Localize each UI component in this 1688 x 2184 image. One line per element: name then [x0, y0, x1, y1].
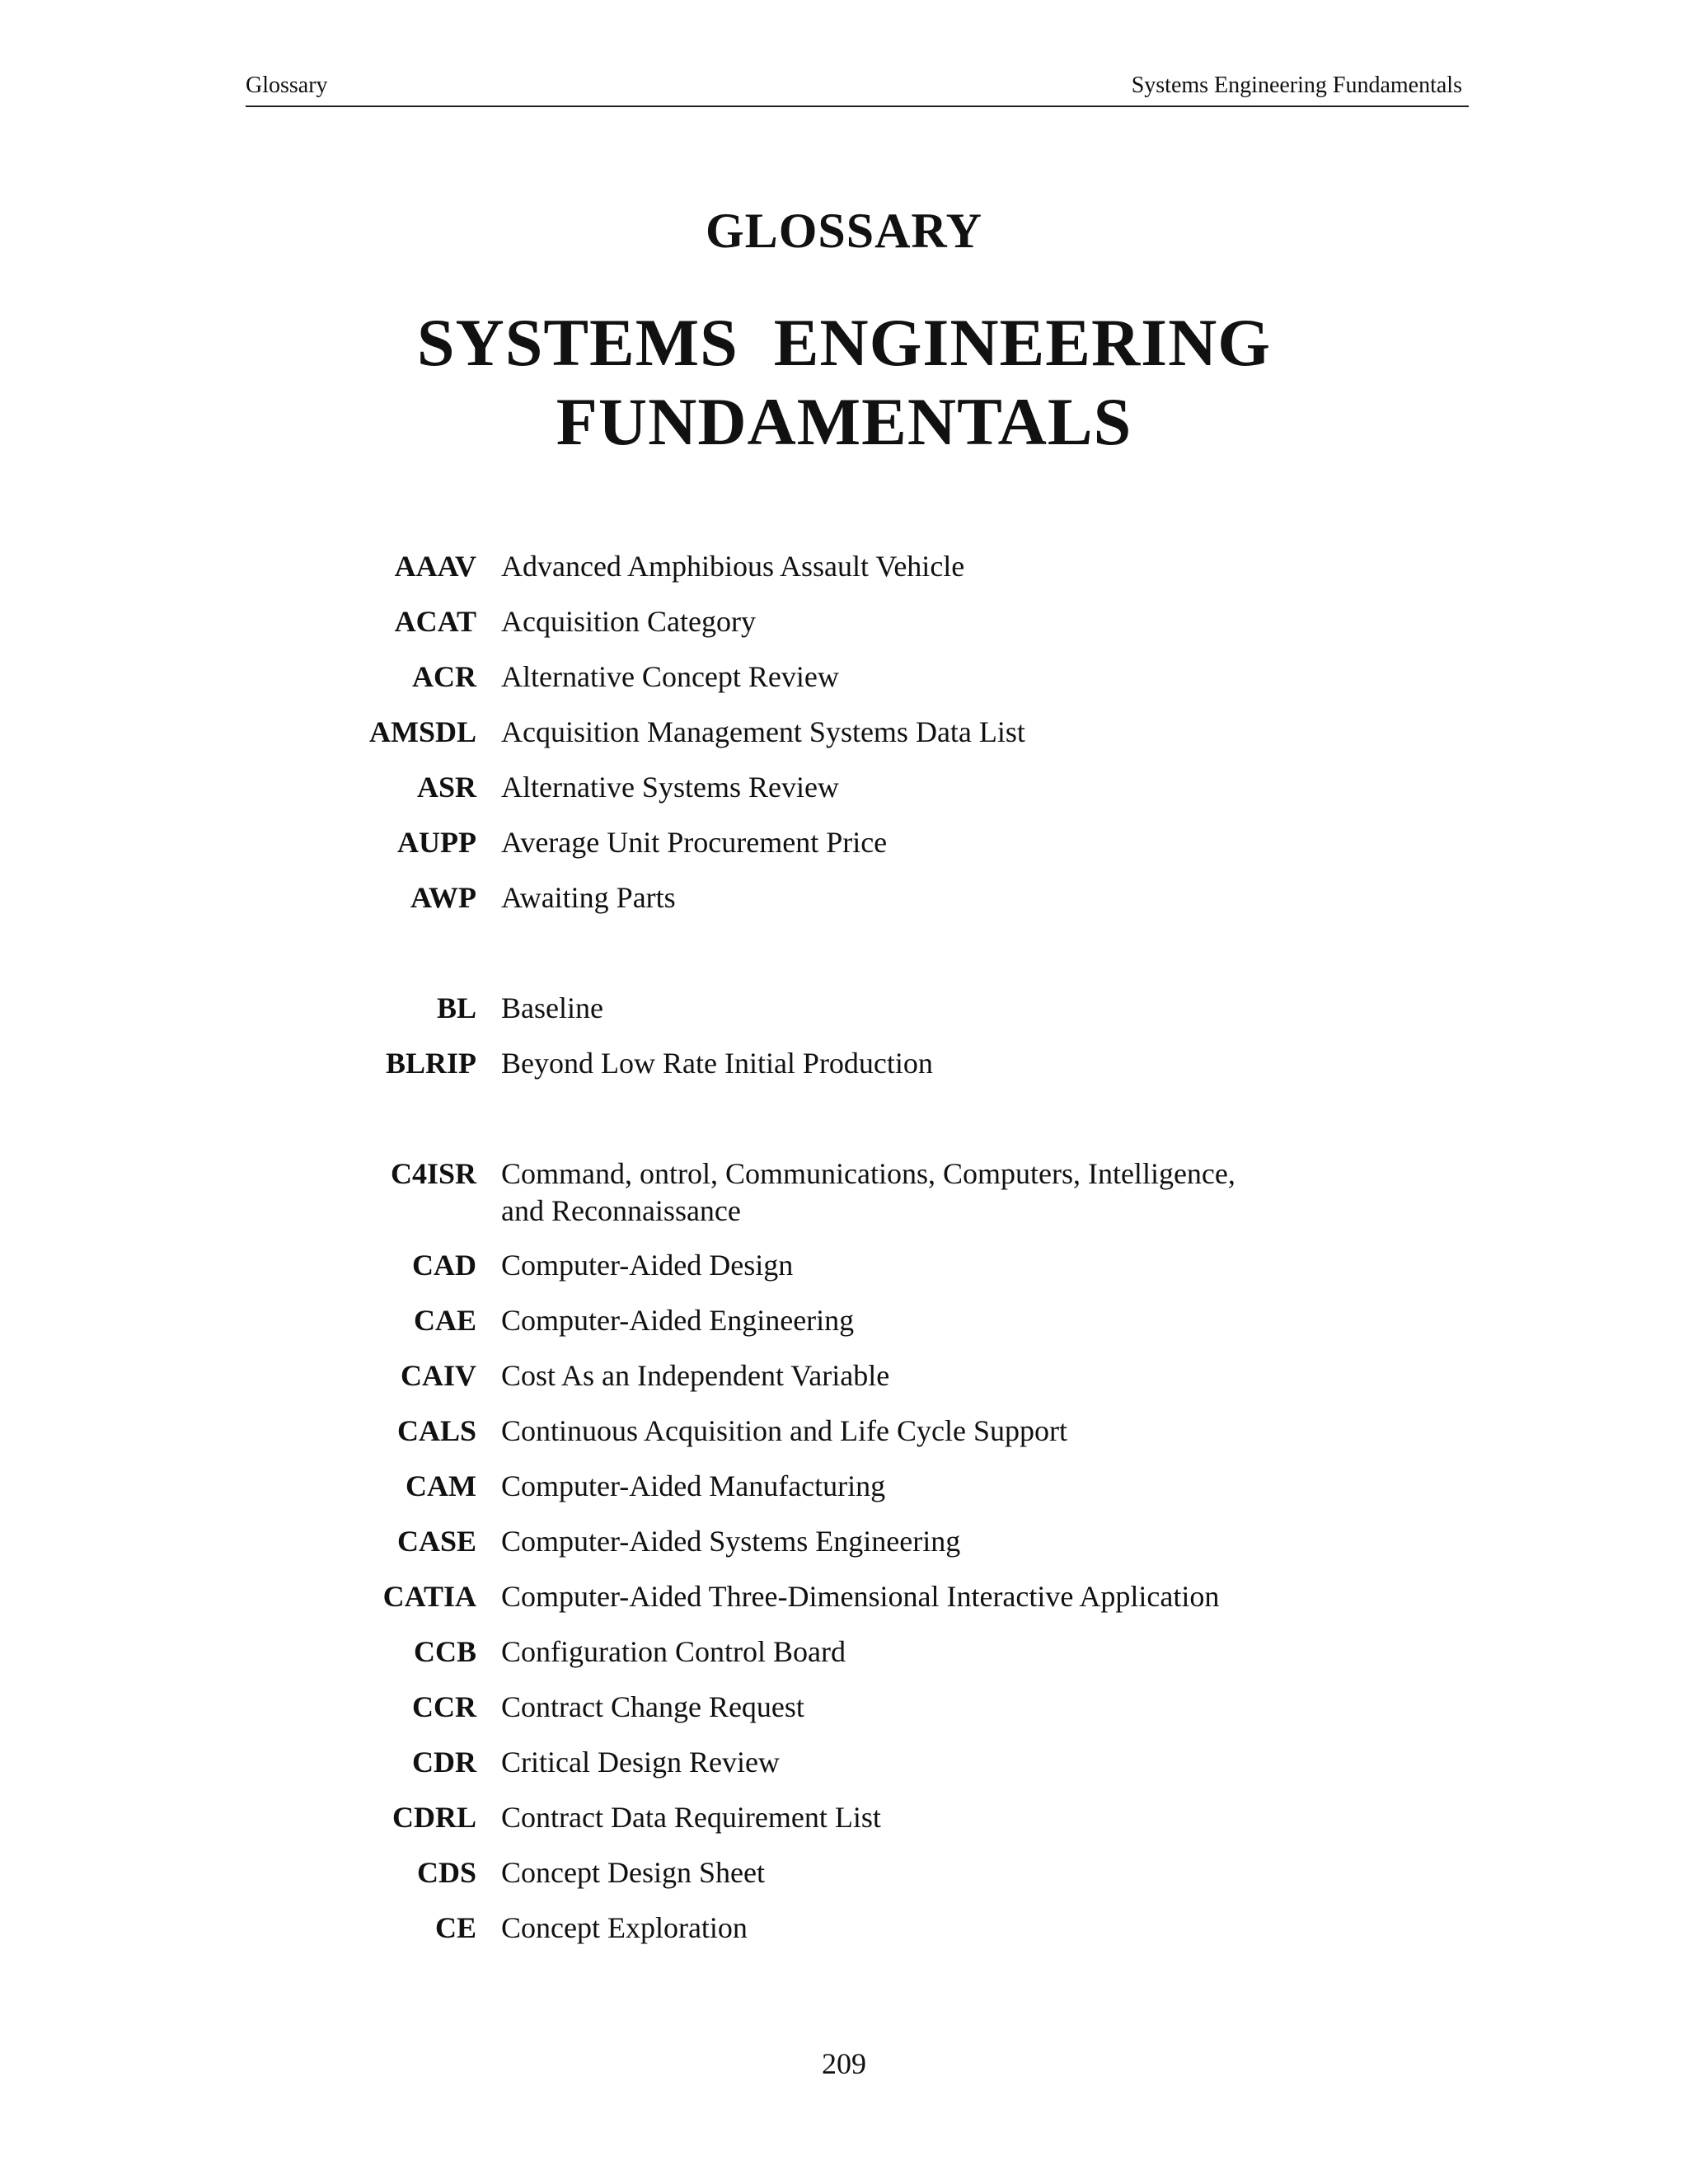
entry-definition: Computer-Aided Manufacturing: [501, 1469, 886, 1502]
book-title-line-2: FUNDAMENTALS: [556, 384, 1132, 459]
glossary-heading: GLOSSARY: [706, 204, 982, 258]
running-header: [246, 69, 1469, 107]
entry-definition: Continuous Acquisition and Life Cycle Support: [501, 1414, 1067, 1447]
entry-abbreviation: CASE: [396, 1525, 476, 1558]
entry-abbreviation: CDR: [412, 1746, 476, 1779]
entry-definition: Computer-Aided Three-Dimensional Interactive Application: [501, 1580, 1220, 1613]
book-title: [0, 303, 1688, 462]
entry-abbreviation: AAAV: [394, 550, 476, 583]
entry-abbreviation: ASR: [416, 771, 476, 804]
entry-definition: Beyond Low Rate Initial Production: [501, 1047, 933, 1080]
entry-definition: Baseline: [501, 991, 603, 1024]
entry-abbreviation: ACAT: [394, 605, 476, 638]
header-book-title: Systems Engineering Fundamentals: [1131, 73, 1462, 98]
entry-abbreviation: AUPP: [397, 826, 476, 859]
entry-abbreviation: AWP: [410, 881, 476, 914]
entry-abbreviation: CAM: [406, 1469, 476, 1502]
entry-abbreviation: ACR: [412, 660, 476, 693]
entry-abbreviation: CE: [434, 1911, 476, 1944]
entry-definition: Concept Exploration: [501, 1911, 748, 1944]
entry-definition: Concept Design Sheet: [501, 1856, 765, 1889]
entry-abbreviation: BLRIP: [385, 1047, 476, 1080]
entry-definition: Advanced Amphibious Assault Vehicle: [501, 550, 965, 583]
entry-abbreviation: CAIV: [400, 1359, 476, 1392]
entry-abbreviation: CAE: [413, 1304, 476, 1337]
entry-abbreviation: CALS: [396, 1414, 476, 1447]
entry-definition: Awaiting Parts: [501, 881, 676, 914]
entry-definition: Command, ontrol, Communications, Computers, Intelligence, and Reconnaissance: [501, 1157, 1236, 1227]
entry-definition: Acquisition Category: [501, 605, 756, 638]
entry-definition: Computer-Aided Design: [501, 1249, 794, 1282]
entry-definition: Alternative Concept Review: [501, 660, 839, 693]
book-title-line-1: SYSTEMS ENGINEERING: [416, 305, 1272, 380]
entry-definition: Average Unit Procurement Price: [501, 826, 888, 859]
entry-abbreviation: AMSDL: [368, 715, 476, 748]
entry-definition: Configuration Control Board: [501, 1635, 846, 1668]
entry-abbreviation: CCR: [412, 1690, 476, 1723]
entry-definition: Computer-Aided Systems Engineering: [501, 1525, 961, 1558]
header-section-label: Glossary: [246, 73, 328, 98]
entry-abbreviation: CAD: [412, 1249, 476, 1282]
entry-abbreviation: BL: [436, 991, 476, 1024]
entry-definition: Cost As an Independent Variable: [501, 1359, 890, 1392]
entry-definition: Alternative Systems Review: [501, 771, 839, 804]
entry-abbreviation: CDRL: [392, 1801, 476, 1834]
entry-abbreviation: CATIA: [382, 1580, 476, 1613]
entry-definition: Critical Design Review: [501, 1746, 780, 1779]
entry-definition: Computer-Aided Engineering: [501, 1304, 855, 1337]
entry-abbreviation: C4ISR: [390, 1157, 476, 1190]
entry-definition: Contract Data Requirement List: [501, 1801, 881, 1834]
entry-definition: Contract Change Request: [501, 1690, 804, 1723]
page-number: 209: [822, 2047, 866, 2080]
entry-abbreviation: CCB: [413, 1635, 476, 1668]
entry-abbreviation: CDS: [416, 1856, 476, 1889]
entry-definition: Acquisition Management Systems Data List: [501, 715, 1025, 748]
